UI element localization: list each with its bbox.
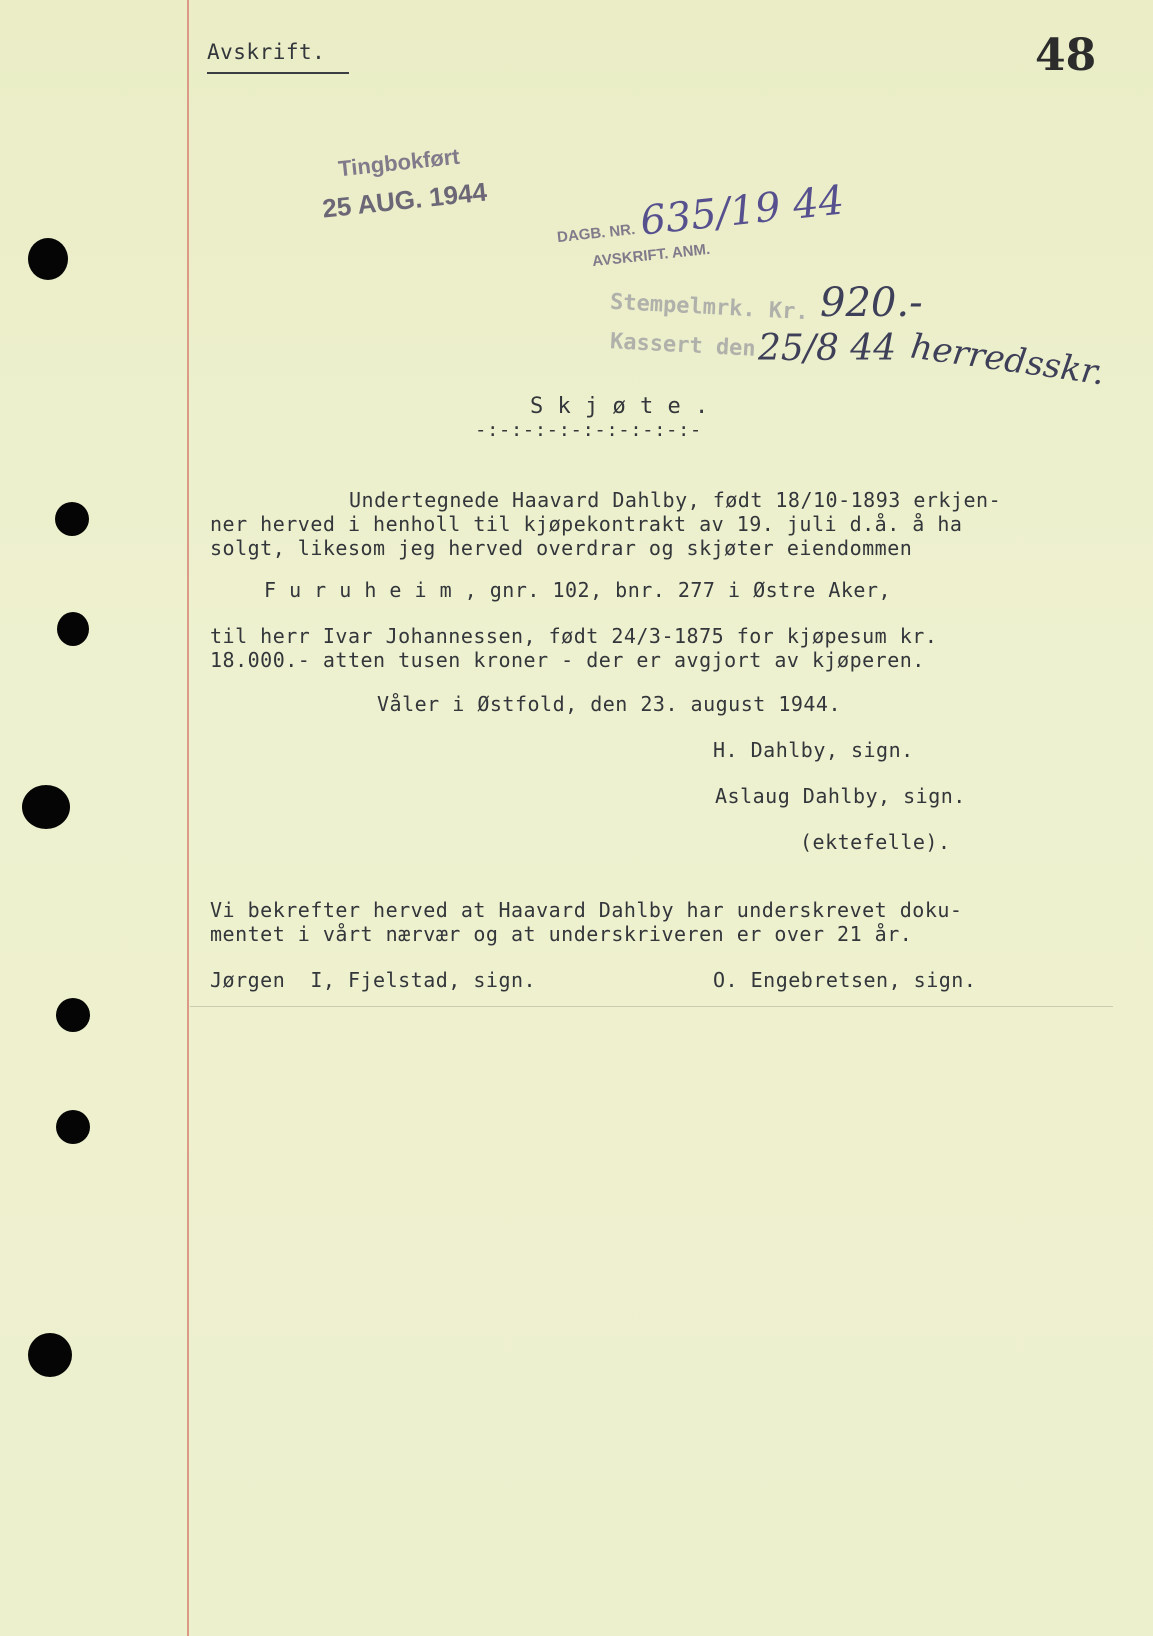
signature-2: Aslaug Dahlby, sign. xyxy=(715,784,966,808)
witness-left: Jørgen I, Fjelstad, sign. xyxy=(210,968,537,992)
body-line-3: solgt, likesom jeg herved overdrar og skjøter eiendommen xyxy=(210,536,913,560)
margin-line xyxy=(187,0,189,1636)
body-line-2: ner herved i henholl til kjøpekontrakt av 19. juli d.å. å ha xyxy=(210,512,963,536)
witness-line-2: mentet i vårt nærvær og at underskriveren er over 21 år. xyxy=(210,922,913,946)
dagb-number: 635/19 44 xyxy=(638,177,847,245)
signature-1: H. Dahlby, sign. xyxy=(713,738,914,762)
kassert-date: 25/8 44 xyxy=(758,328,897,369)
document-title: S k j ø t e . xyxy=(530,394,709,419)
signature-3: (ektefelle). xyxy=(800,830,951,854)
title-ornament: -:-:-:-:-:-:-:-:-:- xyxy=(475,419,702,441)
stempel-stamp: Stempelmrk. Kr. xyxy=(609,289,810,326)
punch-hole-icon xyxy=(56,1110,90,1144)
avskrift-underline xyxy=(207,72,349,74)
punch-hole-icon xyxy=(55,502,89,536)
stamp-amount: 920.- xyxy=(820,280,923,326)
buyer-line-2: 18.000.- atten tusen kroner - der er avgjort av kjøperen. xyxy=(210,648,925,672)
witness-line-1: Vi bekrefter herved at Haavard Dahlby har underskrevet doku- xyxy=(210,898,963,922)
punch-hole-icon xyxy=(56,998,90,1032)
ruled-line xyxy=(190,1006,1113,1007)
page-number: 48 xyxy=(1035,30,1097,81)
dagb-stamp: DAGB. NR. xyxy=(556,220,637,247)
punch-hole-icon xyxy=(22,785,70,829)
body-line-1: Undertegnede Haavard Dahlby, født 18/10-1893 erkjen- xyxy=(349,488,1002,512)
buyer-line-1: til herr Ivar Johannessen, født 24/3-1875 for kjøpesum kr. xyxy=(210,624,938,648)
avskrift-label: Avskrift. xyxy=(207,40,326,64)
avskrift-stamp: AVSKRIFT. ANM. xyxy=(591,240,711,271)
tingbokfort-stamp: Tingbokført xyxy=(336,143,461,182)
punch-hole-icon xyxy=(28,1333,72,1377)
property-line: F u r u h e i m , gnr. 102, bnr. 277 i Østre Aker, xyxy=(264,578,892,602)
place-date: Våler i Østfold, den 23. august 1944. xyxy=(377,692,842,716)
kassert-stamp: Kassert den xyxy=(609,329,757,362)
punch-hole-icon xyxy=(28,238,68,280)
witness-right: O. Engebretsen, sign. xyxy=(713,968,977,992)
date-stamp: 25 AUG. 1944 xyxy=(320,176,489,224)
punch-hole-icon xyxy=(57,612,89,646)
herredsskriver-signature: herredsskr. xyxy=(908,326,1108,394)
